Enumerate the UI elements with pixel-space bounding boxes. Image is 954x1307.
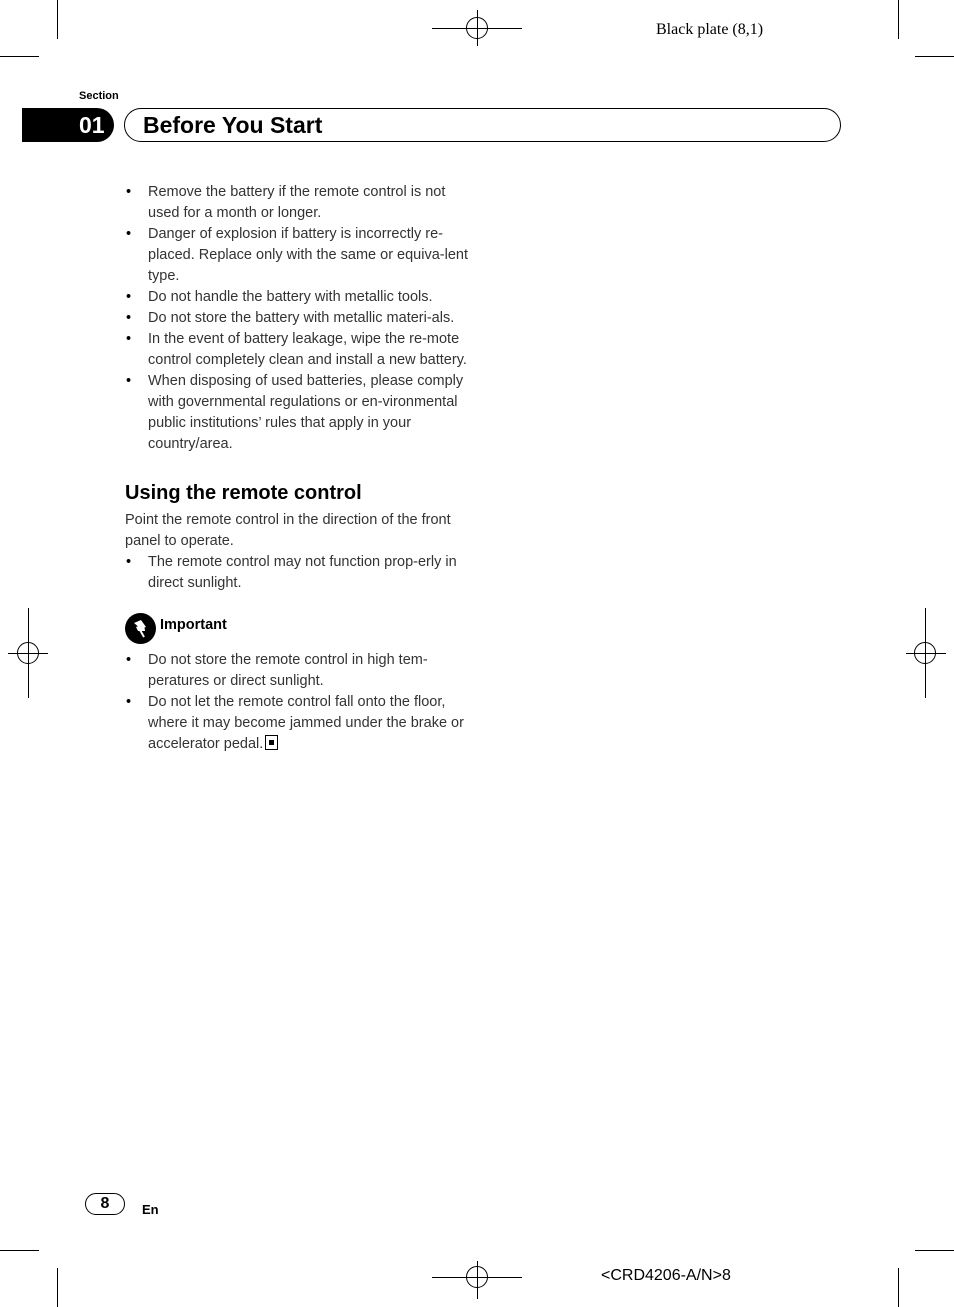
main-content — [125, 182, 470, 755]
list-item-text: Do not let the remote control fall onto the floor, where it may become jammed under the brake or accelerator pedal. — [148, 694, 464, 752]
section-number: 01 — [22, 108, 114, 142]
crop-mark — [0, 56, 39, 57]
important-label: Important — [160, 617, 227, 633]
document-code: <CRD4206-A/N>8 — [601, 1267, 731, 1284]
list-item — [125, 692, 470, 755]
section-title: Before You Start — [124, 108, 841, 142]
battery-warning-list — [125, 182, 470, 455]
list-item: • When disposing of used batteries, please comply with governmental regulations or en-vironmental public institutions’ rules that apply in your country/area. — [125, 371, 470, 455]
list-item: • Do not handle the battery with metallic tools. — [125, 287, 470, 308]
list-item: • In the event of battery leakage, wipe the re-mote control completely clean and install a new battery. — [125, 329, 470, 371]
crop-mark — [57, 1268, 58, 1307]
important-callout — [125, 613, 470, 644]
crop-mark — [898, 1268, 899, 1307]
list-item: • Do not store the battery with metallic materi-als. — [125, 308, 470, 329]
crop-mark — [57, 0, 58, 39]
paragraph: Point the remote control in the direction of the front panel to operate. — [125, 512, 451, 549]
list-item: • The remote control may not function prop-erly in direct sunlight. — [125, 552, 470, 594]
language-label: En — [142, 1202, 159, 1217]
crop-mark — [0, 1250, 39, 1251]
section-label: Section — [79, 90, 119, 102]
list-item: • Danger of explosion if battery is incorrectly re-placed. Replace only with the same or equiva-lent type. — [125, 224, 470, 287]
end-mark-icon — [265, 735, 278, 750]
list-item: • Do not store the remote control in high tem-peratures or direct sunlight. — [125, 650, 470, 692]
plate-label: Black plate (8,1) — [656, 21, 764, 38]
important-list — [125, 650, 470, 755]
crop-mark — [898, 0, 899, 39]
crop-mark — [915, 56, 954, 57]
crop-mark — [915, 1250, 954, 1251]
section-heading: Using the remote control — [125, 482, 362, 504]
page-number: 8 — [85, 1193, 125, 1215]
remote-note-list — [125, 552, 470, 594]
list-item: • Remove the battery if the remote control is not used for a month or longer. — [125, 182, 470, 224]
important-pin-icon — [125, 613, 156, 644]
